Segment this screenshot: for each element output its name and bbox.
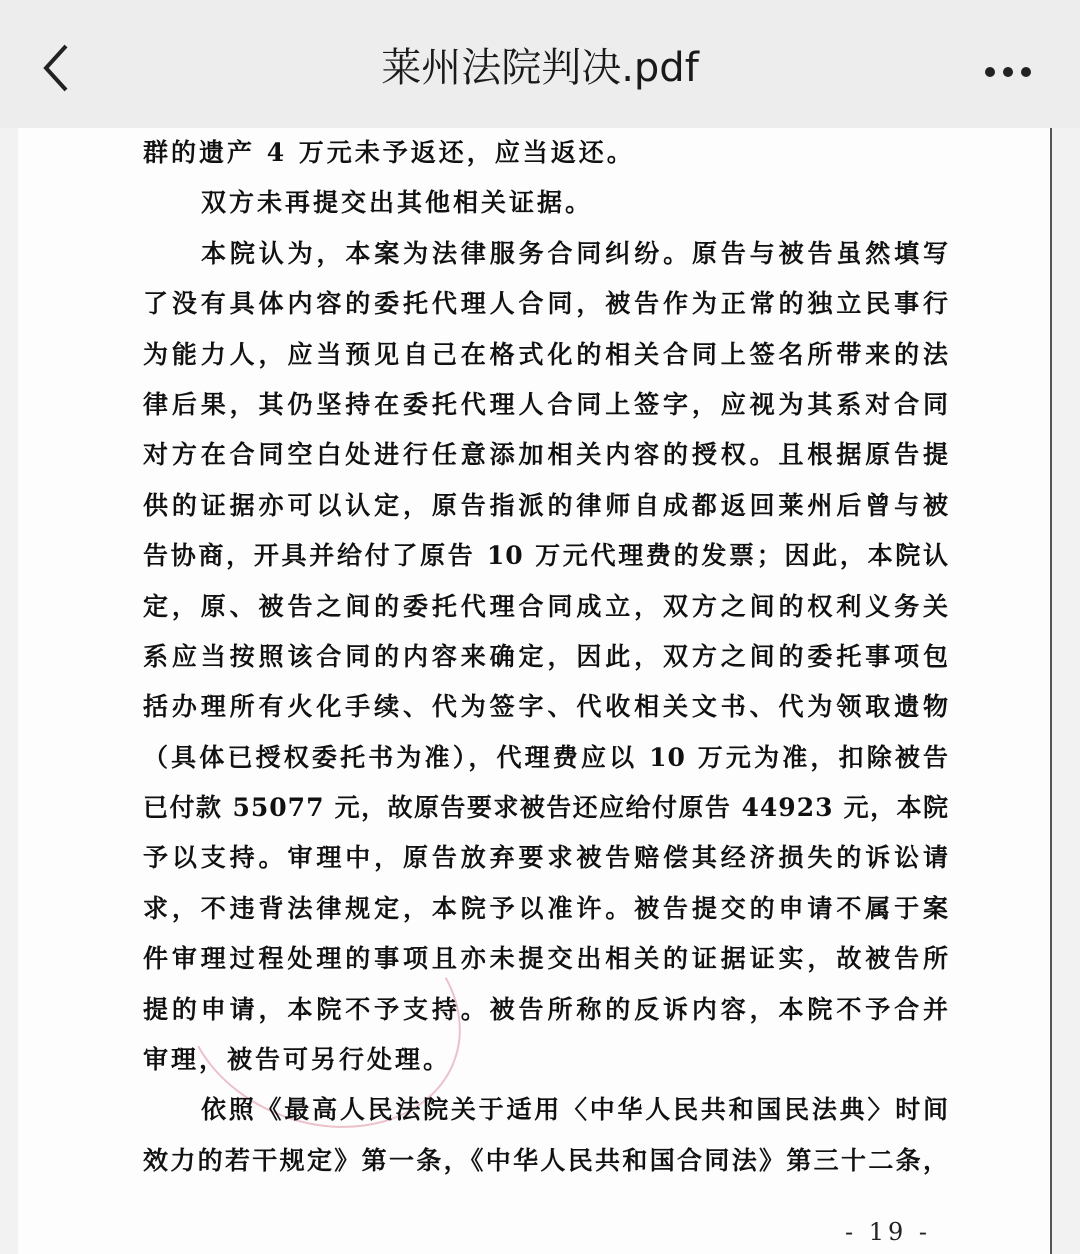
text-line: 供的证据亦可以认定，原告指派的律师自成都返回莱州后曾与被 xyxy=(143,490,949,520)
text-line: 对方在合同空白处进行任意添加相关内容的授权。且根据原告提 xyxy=(143,440,949,470)
text-line: 双方未再提交出其他相关证据。 xyxy=(201,188,594,218)
text-line: 括办理所有火化手续、代为签字、代收相关文书、代为领取遗物 xyxy=(143,692,949,722)
text-line: 群的遗产 4 万元未予返还，应当返还。 xyxy=(143,138,635,167)
text-line: 件审理过程处理的事项且亦未提交出相关的证据证实，故被告所 xyxy=(143,944,949,974)
text-line: 律后果，其仍坚持在委托代理人合同上签字，应视为其系对合同 xyxy=(143,389,949,419)
text-line: 依照《最高人民法院关于适用〈中华人民共和国民法典〉时间 xyxy=(201,1095,949,1125)
document-body xyxy=(143,128,949,1186)
text-line: 提的申请，本院不予支持。被告所称的反诉内容，本院不予合并 xyxy=(143,994,949,1024)
text-line: （具体已授权委托书为准），代理费应以 10 万元为准，扣除被告 xyxy=(143,742,949,772)
page-number: - 19 - xyxy=(845,1218,932,1246)
text-line: 予以支持。审理中，原告放弃要求被告赔偿其经济损失的诉讼请 xyxy=(143,843,949,873)
text-line: 审理，被告可另行处理。 xyxy=(143,1045,452,1075)
text-line: 已付款 55077 元，故原告要求被告还应给付原告 44923 元，本院 xyxy=(143,793,949,823)
text-line: 为能力人，应当预见自己在格式化的相关合同上签名所带来的法 xyxy=(143,339,949,369)
text-line: 定，原、被告之间的委托代理合同成立，双方之间的权利义务关 xyxy=(143,591,949,621)
text-line: 系应当按照该合同的内容来确定，因此，双方之间的委托事项包 xyxy=(143,641,949,671)
text-line: 求，不违背法律规定，本院予以准许。被告提交的申请不属于案 xyxy=(143,893,949,923)
text-line: 告协商，开具并给付了原告 10 万元代理费的发票；因此，本院认 xyxy=(143,541,949,571)
text-line: 本院认为，本案为法律服务合同纠纷。原告与被告虽然填写 xyxy=(201,238,949,268)
top-nav-bar xyxy=(0,0,1080,128)
more-horizontal-icon xyxy=(980,50,1040,90)
document-title: 莱州法院判决.pdf xyxy=(381,45,699,91)
text-line: 效力的若干规定》第一条，《中华人民共和国合同法》第三十二条， xyxy=(143,1145,949,1175)
text-line: 了没有具体内容的委托代理人合同，被告作为正常的独立民事行 xyxy=(143,289,949,319)
more-options-button[interactable] xyxy=(980,50,1040,90)
